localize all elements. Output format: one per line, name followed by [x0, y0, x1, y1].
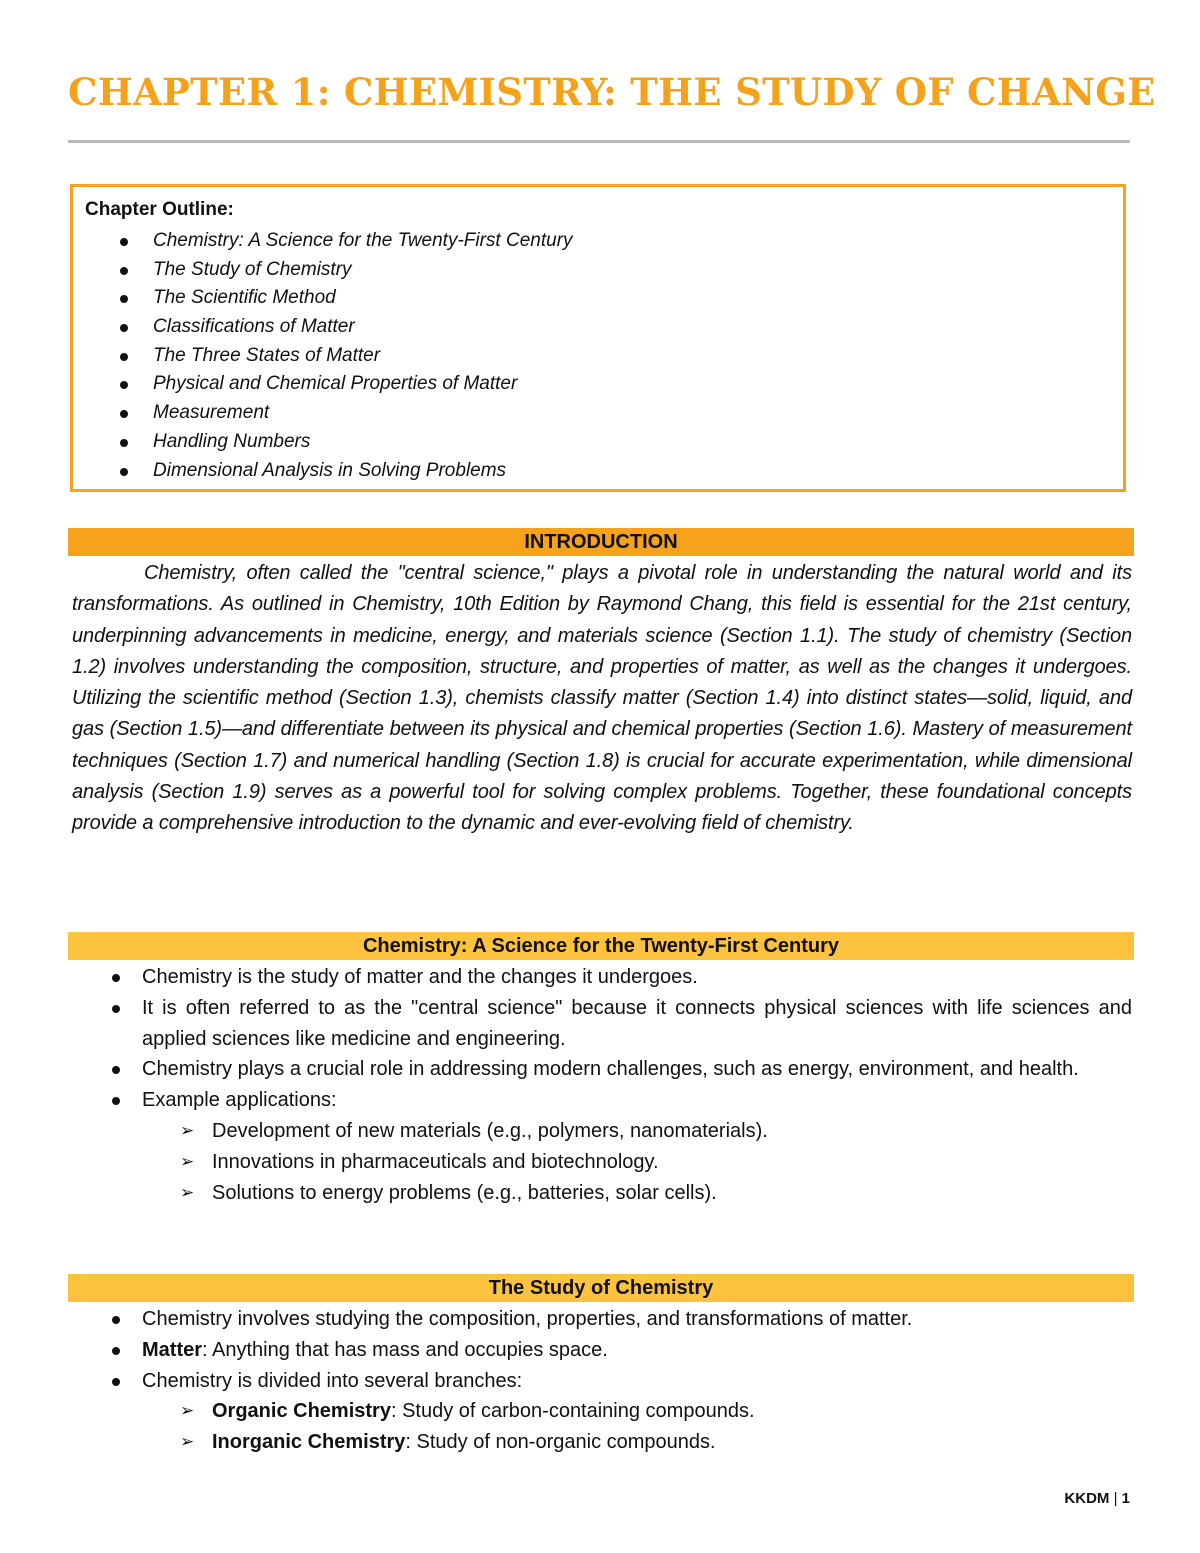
outline-list — [73, 227, 573, 485]
term-inorganic-chemistry: Inorganic Chemistry — [212, 1431, 406, 1454]
list-item: Chemistry is the study of matter and the changes it undergoes. — [72, 962, 1132, 993]
section-study-of-chemistry-list — [72, 1304, 1132, 1458]
sub-list-item-inorganic — [72, 1427, 1132, 1458]
section-heading-study-of-chemistry: The Study of Chemistry — [68, 1274, 1134, 1302]
list-item-matter — [72, 1335, 1132, 1366]
definition-inorganic-chemistry: : Study of non-organic compounds. — [405, 1431, 716, 1454]
footer-initials: KKDM — [1064, 1490, 1110, 1507]
outline-item: Classifications of Matter — [73, 313, 573, 342]
outline-item: Chemistry: A Science for the Twenty-First Century — [73, 227, 573, 256]
section-twenty-first-century-list — [72, 962, 1132, 1208]
introduction-paragraph: Chemistry, often called the "central science," plays a pivotal role in understanding the natural world and its transformations. As outlined in Chemistry, 10th Edition by Raymond Chang, this field is essential for the 21st century, underpinning advancements in medicine, energy, and materials science (Section 1.1). The study of chemistry (Section 1.2) involves understanding the composition, structure, and properties of matter, as well as the changes it undergoes. Utilizing the scientific method (Section 1.3), chemists classify matter (Section 1.4) into distinct states—solid, liquid, and gas (Section 1.5)—and differentiate between its physical and chemical properties (Section 1.6). Mastery of measurement techniques (Section 1.7) and numerical handling (Section 1.8) is crucial for accurate experimentation, while dimensional analysis (Section 1.9) serves as a powerful tool for solving complex problems. Together, these foundational concepts provide a comprehensive introduction to the dynamic and ever-evolving field of chemistry. — [72, 562, 1132, 835]
outline-item: Dimensional Analysis in Solving Problems — [73, 457, 573, 486]
sub-list-item: ➢ Solutions to energy problems (e.g., batteries, solar cells). — [72, 1178, 1132, 1209]
outline-item: The Study of Chemistry — [73, 256, 573, 285]
outline-item: The Scientific Method — [73, 284, 573, 313]
page-footer — [1064, 1490, 1130, 1507]
outline-item: Physical and Chemical Properties of Matter — [73, 370, 573, 399]
sub-list-item: ➢ Development of new materials (e.g., polymers, nanomaterials). — [72, 1116, 1132, 1147]
footer-separator: | — [1113, 1490, 1118, 1507]
list-item: Example applications: — [72, 1085, 1132, 1116]
definition-organic-chemistry: : Study of carbon-containing compounds. — [390, 1400, 755, 1423]
chapter-outline-box — [70, 184, 1126, 492]
list-item: Chemistry is divided into several branches: — [72, 1366, 1132, 1397]
term-matter: Matter — [142, 1338, 203, 1361]
chapter-title: CHAPTER 1: CHEMISTRY: THE STUDY OF CHANGE — [68, 70, 1156, 114]
outline-heading: Chapter Outline: — [85, 199, 234, 220]
outline-item: Measurement — [73, 399, 573, 428]
section-heading-twenty-first-century: Chemistry: A Science for the Twenty-First Century — [68, 932, 1134, 960]
term-organic-chemistry: Organic Chemistry — [212, 1400, 391, 1423]
title-divider — [68, 140, 1130, 143]
outline-item: The Three States of Matter — [73, 342, 573, 371]
introduction-heading: INTRODUCTION — [68, 528, 1134, 556]
definition-matter: : Anything that has mass and occupies space. — [202, 1338, 608, 1361]
list-item: It is often referred to as the "central science" because it connects physical sciences with life sciences and applied sciences like medicine and engineering. — [72, 993, 1132, 1055]
page-number: 1 — [1121, 1490, 1130, 1507]
sub-list-item: ➢ Innovations in pharmaceuticals and biotechnology. — [72, 1147, 1132, 1178]
list-item: Chemistry involves studying the composition, properties, and transformations of matter. — [72, 1304, 1132, 1335]
list-item: Chemistry plays a crucial role in addressing modern challenges, such as energy, environment, and health. — [72, 1054, 1132, 1085]
outline-item: Handling Numbers — [73, 428, 573, 457]
sub-list-item-organic — [72, 1396, 1132, 1427]
